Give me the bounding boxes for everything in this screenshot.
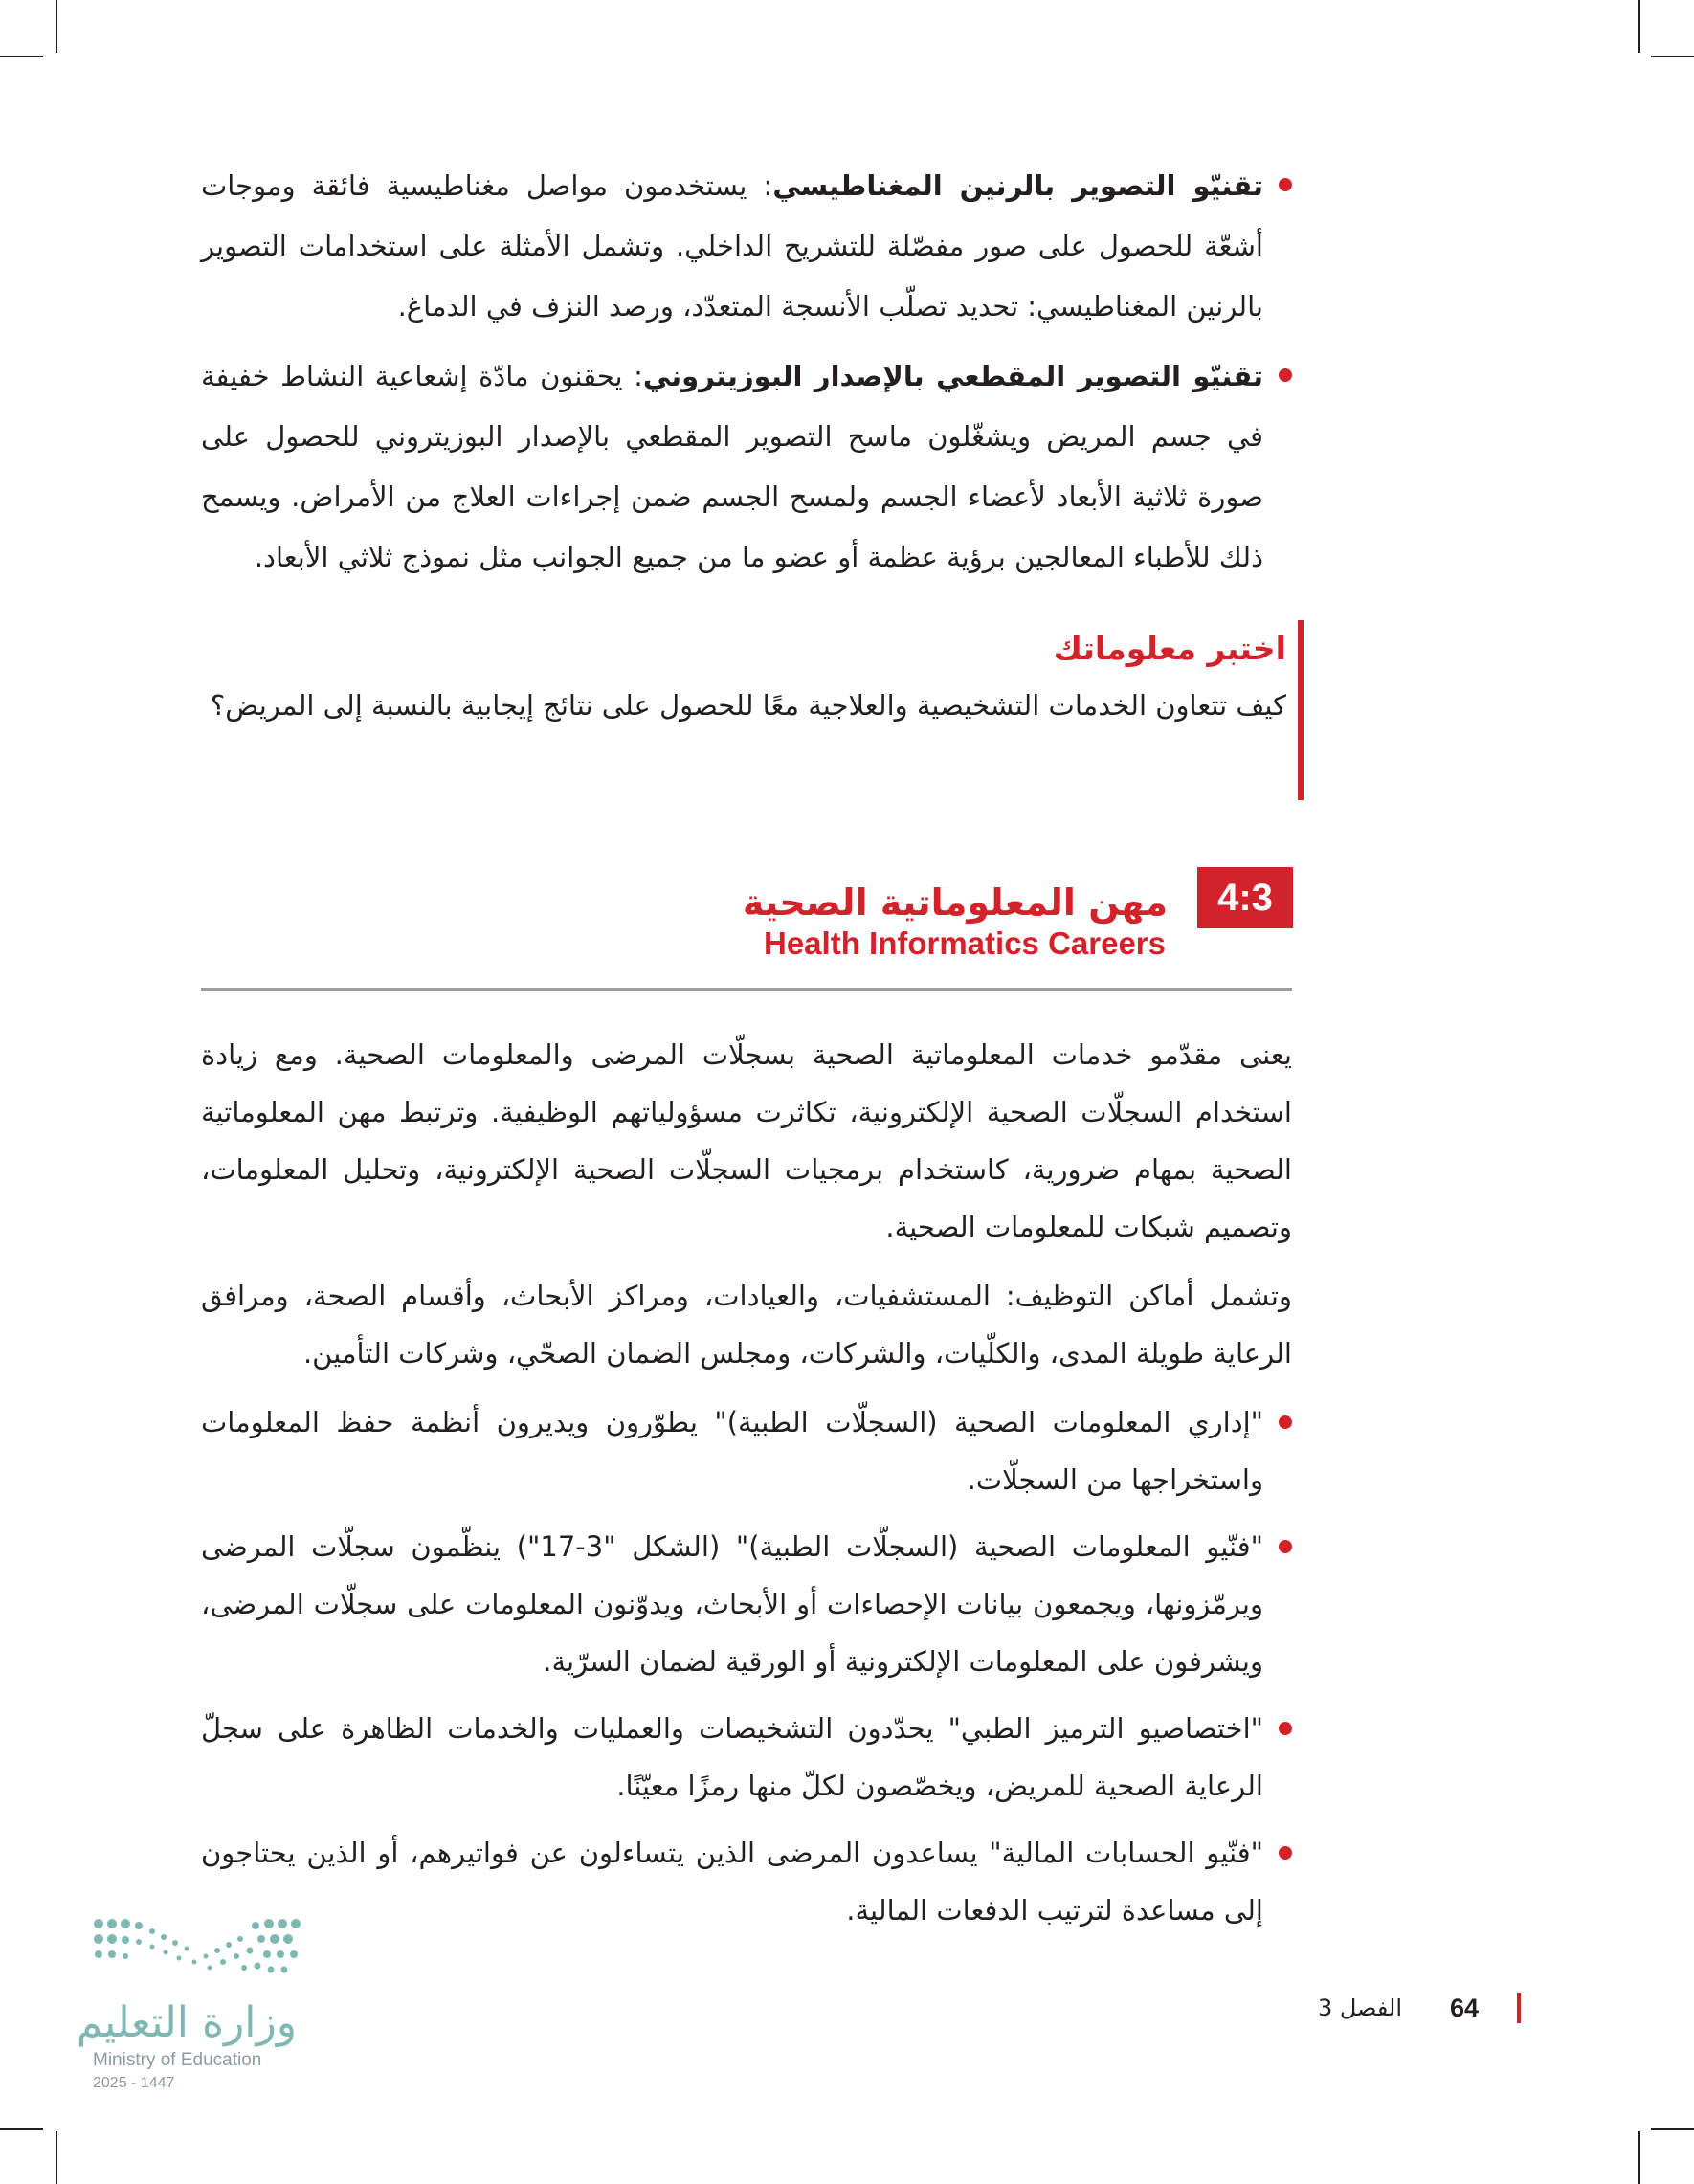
pet-term: تقنيّو التصوير المقطعي بالإصدار البوزيتروني: [642, 360, 1263, 392]
mri-term: تقنيّو التصوير بالرنين المغناطيسي: [772, 169, 1263, 202]
mri-text: : يستخدمون مواصل مغناطيسية فائقة وموجات أشعّة للحصول على صور مفصّلة للتشريح الداخلي. وتشمل الأمثلة على استخدامات التصوير بالرنين المغناطيسي: تحديد تصلّب الأنسجة المتعدّد، ورصد النزف في الدماغ.: [201, 169, 1263, 323]
bullet-dot-icon: [1279, 1722, 1292, 1735]
pet-item: [201, 346, 1292, 588]
ministry-years: 2025 - 1447: [93, 2075, 175, 2091]
pet-text: : يحقنون مادّة إشعاعية النشاط خفيفة في جسم المريض ويشغّلون ماسح التصوير المقطعي بالإصدار البوزيتروني للحصول على صورة ثلاثية الأبعاد لأعضاء الجسم ولمسح الجسم ضمن إجراءات العلاج من الأمراض. ويسمح ذلك للأطباء المعالجين برؤية عظمة أو عضو ما من جميع الجوانب مثل نموذج ثلاثي الأبعاد.: [201, 360, 1263, 573]
bullet-dot-icon: [1279, 368, 1292, 382]
crop-mark: [0, 56, 43, 57]
career-text: "إداري المعلومات الصحية (السجلّات الطبية)" يطوّرون ويديرون أنظمة حفظ المعلومات واستخراجها من السجلّات.: [201, 1406, 1263, 1496]
ministry-name-ar: وزارة التعليم: [76, 1998, 297, 2047]
section-title-en: Health Informatics Careers: [764, 925, 1166, 961]
chapter-label: الفصل 3: [1317, 1995, 1402, 2021]
crop-mark: [1638, 2131, 1640, 2184]
crop-mark: [1638, 0, 1640, 53]
crop-mark: [1651, 56, 1694, 57]
section-number: 4:3: [1197, 867, 1293, 928]
page-number: 64: [1450, 1994, 1480, 2022]
ministry-name-en: Ministry of Education: [93, 2050, 262, 2070]
review-title: اختبر معلوماتك: [1053, 630, 1286, 667]
bullet-dot-icon: [1279, 178, 1292, 191]
career-item: [201, 1518, 1292, 1690]
career-text: "فنّيو الحسابات المالية" يساعدون المرضى الذين يتساءلون عن فواتيرهم، أو الذين يحتاجون إلى مساعدة لترتيب الدفعات المالية.: [201, 1837, 1263, 1927]
workplaces-paragraph: وتشمل أماكن التوظيف: المستشفيات، والعيادات، ومراكز الأبحاث، وأقسام الصحة، ومرافق الرعاية طويلة المدى، والكلّيات، والشركات، ومجلس الضمان الصحّي، وشركات التأمين.: [201, 1280, 1292, 1370]
section-divider: [201, 988, 1292, 991]
crop-mark: [56, 0, 57, 53]
crop-mark: [0, 2128, 43, 2130]
career-text: "فنّيو المعلومات الصحية (السجلّات الطبية)" (الشكل "3-17") ينظّمون سجلّات المرضى ويرمّزونها، ويجمعون بيانات الإحصاءات أو الأبحاث، ويدوّنون المعلومات على سجلّات المرضى، ويشرفون على المعلومات الإلكترونية أو الورقية لضمان السرّية.: [201, 1530, 1263, 1678]
ministry-logo-icon: [91, 1914, 301, 1991]
bullet-dot-icon: [1279, 1846, 1292, 1860]
crop-mark: [56, 2131, 57, 2184]
career-item: [201, 1700, 1292, 1815]
review-box: [201, 620, 1304, 800]
career-text: "اختصاصيو الترميز الطبي" يحدّدون التشخيصات والعمليات والخدمات الظاهرة على سجلّ الرعاية الصحية للمريض، ويخصّصون لكلّ منها رمزًا معيّنًا.: [201, 1712, 1263, 1802]
bullet-dot-icon: [1279, 1540, 1292, 1553]
section-title-ar: مهن المعلوماتية الصحية: [742, 881, 1168, 924]
mri-item: [201, 156, 1292, 337]
career-item: [201, 1393, 1292, 1508]
bullet-dot-icon: [1279, 1415, 1292, 1429]
crop-mark: [1651, 2128, 1694, 2130]
footer-accent-bar: [1517, 1993, 1521, 2023]
review-question: كيف تتعاون الخدمات التشخيصية والعلاجية معًا للحصول على نتائج إيجابية بالنسبة إلى المريض؟: [210, 689, 1286, 722]
imaging-list: [201, 156, 1292, 597]
section-body: [201, 1026, 1292, 1949]
intro-paragraph: يعنى مقدّمو خدمات المعلوماتية الصحية بسجلّات المرضى والمعلومات الصحية. ومع زيادة استخدام السجلّات الصحية الإلكترونية، تكاثرت مسؤولياتهم الوظيفية. وترتبط مهن المعلوماتية الصحية بمهام ضرورية، كاستخدام برمجيات السجلّات الصحية الإلكترونية، وتحليل المعلومات، وتصميم شبكات للمعلومات الصحية.: [201, 1038, 1292, 1243]
career-item: [201, 1824, 1292, 1939]
